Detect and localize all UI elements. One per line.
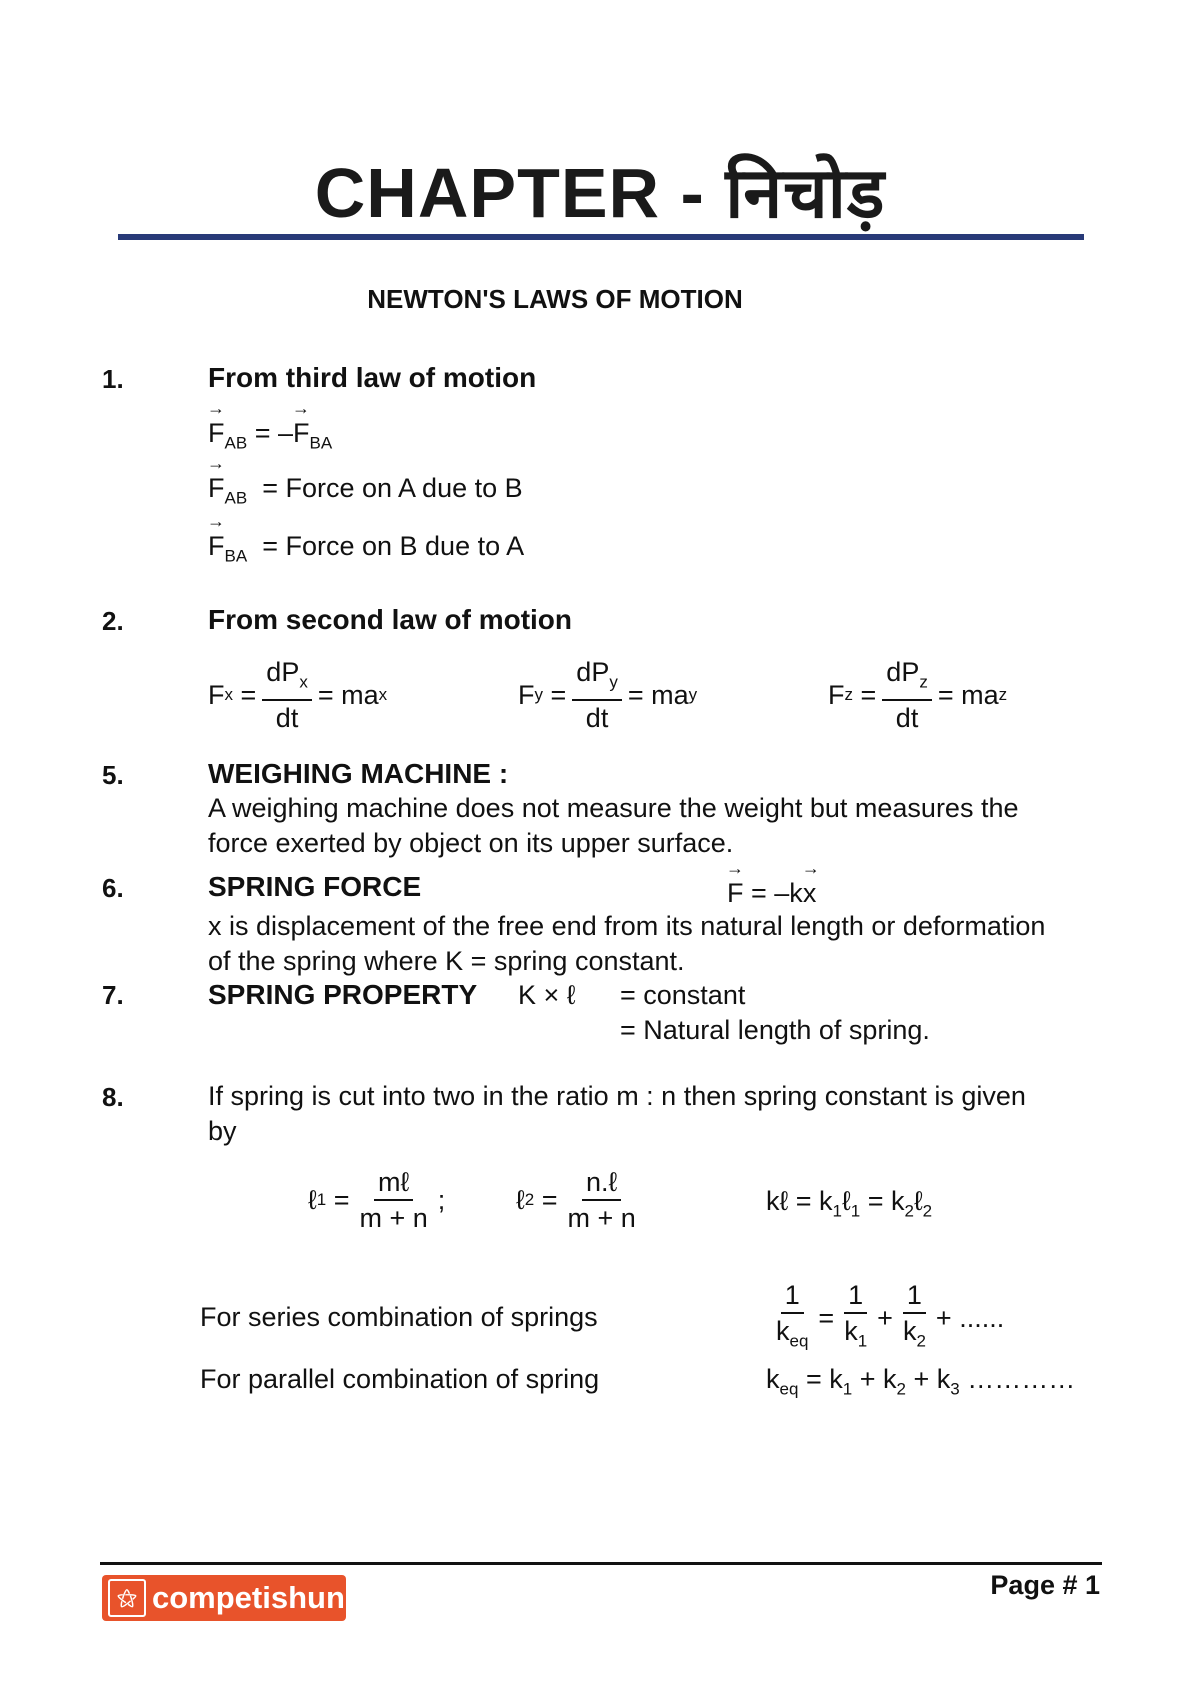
title-rule (118, 234, 1084, 240)
page-number: Page # 1 (990, 1570, 1100, 1600)
brand-icon: ⚝ (108, 1579, 146, 1617)
footer-rule (100, 1562, 1102, 1565)
item-number: 7. (102, 980, 124, 1010)
brand-name: competishun (152, 1580, 345, 1615)
item-number: 1. (102, 364, 124, 394)
spring-property-value: = Natural length of spring. (620, 1015, 930, 1045)
k-length-relation: kℓ = $k_1\ell_1$ = $k_2\ell_2$ (766, 1186, 933, 1221)
l1-equation: ℓ 1 = $\frac{\text{mℓ}}{m + n}$ ; (308, 1167, 446, 1233)
parallel-label: For parallel combination of spring (200, 1364, 600, 1394)
force-ba-definition: → $F_{BA}$ = Force on B due to A (208, 531, 524, 566)
body-text: A weighing machine does not measure the weight but measures the (208, 793, 1019, 823)
parallel-formula: $k_{eq} = k_1 + k_2 + k_3$ ………… (766, 1364, 1076, 1399)
item-heading: SPRING PROPERTY (208, 979, 478, 1010)
fz-equation: F z = $\frac{dP_z}{dt}$ = ma z (828, 657, 1008, 734)
item-heading: SPRING FORCE (208, 871, 422, 902)
body-text: If spring is cut into two in the ratio m : n then spring constant is given (208, 1081, 1026, 1111)
item-number: 6. (102, 873, 124, 903)
item-number: 5. (102, 760, 124, 790)
item-number: 2. (102, 606, 124, 636)
spring-property-value: = constant (620, 980, 746, 1010)
item-heading: From second law of motion (208, 604, 573, 635)
brand-logo (102, 1575, 346, 1621)
third-law-equation: → $F_{AB}$ = –→ $F_{BA}$ (208, 418, 332, 453)
body-text: x is displacement of the free end from its natural length or deformation (208, 911, 1046, 941)
spring-property-expression: K × ℓ (518, 980, 576, 1010)
series-label: For series combination of springs (200, 1302, 598, 1332)
l2-equation: ℓ 2 = $\frac{\text{n.ℓ}}{m + n}$ (516, 1167, 636, 1233)
item-heading: WEIGHING MACHINE : (208, 758, 509, 789)
force-ab-definition: → $F_{AB}$ = Force on A due to B (208, 473, 523, 508)
body-text: force exerted by object on its upper surface. (208, 828, 734, 858)
fx-equation: F x = $\frac{dP_x}{dt}$ = ma x (208, 657, 388, 734)
section-title: NEWTON'S LAWS OF MOTION (367, 284, 743, 314)
fy-equation: F y = $\frac{dP_y}{dt}$ = ma y (518, 657, 698, 734)
item-number: 8. (102, 1082, 124, 1112)
page-title: CHAPTER - निचोड़ (314, 154, 886, 232)
body-text: by (208, 1116, 237, 1146)
series-formula: $\frac{1}{k_{eq}}$ = $\frac{1}{k_1}$ + $\frac{1}{k_2}$ + ...... (776, 1280, 1005, 1351)
spring-force-formula: → F = –k→ x (727, 878, 816, 909)
item-heading: From third law of motion (208, 362, 537, 393)
body-text: of the spring where K = spring constant. (208, 946, 685, 976)
